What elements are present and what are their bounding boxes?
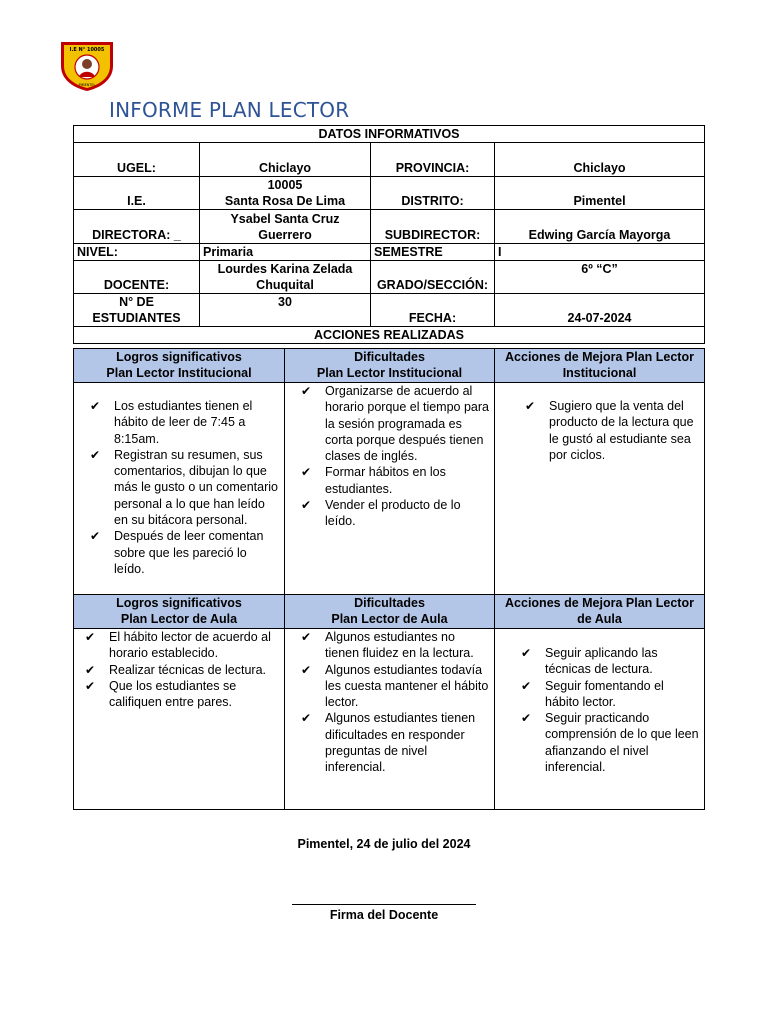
list-item	[90, 447, 280, 528]
directora-label: DIRECTORA: _	[74, 210, 200, 244]
check-icon: ✔	[90, 529, 101, 544]
list-item	[525, 398, 700, 463]
grado-value: 6º “C”	[495, 261, 705, 294]
check-icon: ✔	[301, 465, 312, 480]
list-item-text: Formar hábitos en los estudiantes.	[325, 465, 446, 496]
list-item	[301, 383, 490, 464]
docente-value-line1: Lourdes Karina Zelada	[217, 262, 353, 276]
inst-header-acciones	[495, 349, 705, 383]
check-icon: ✔	[301, 630, 312, 644]
inst-header-acciones-line2: Institucional	[562, 366, 637, 380]
inst-logros-list	[90, 398, 280, 577]
aula-logros-cell	[74, 629, 285, 810]
aula-header-dificultades-line1: Dificultades	[354, 596, 425, 610]
list-item-text: Sugiero que la venta del producto de la lectura que le gustó al estudiante sea por ciclos.	[549, 399, 694, 462]
docente-label: DOCENTE:	[74, 261, 200, 294]
aula-header-logros-line2: Plan Lector de Aula	[120, 612, 238, 626]
ie-value	[200, 177, 371, 210]
list-item-text: El hábito lector de acuerdo al horario establecido.	[109, 630, 271, 661]
provincia-value: Chiclayo	[495, 143, 705, 177]
ugel-label: UGEL:	[74, 143, 200, 177]
aula-header-logros	[74, 595, 285, 629]
school-seal-logo	[58, 40, 116, 92]
inst-header-logros-line1: Logros significativos	[116, 350, 242, 364]
check-icon: ✔	[521, 646, 532, 660]
list-item	[521, 678, 700, 711]
aula-header-acciones-line1: Acciones de Mejora Plan Lector	[505, 596, 694, 610]
list-item-text: Vender el producto de lo leído.	[325, 498, 461, 529]
aula-acciones-list	[521, 645, 700, 775]
aula-logros-list	[85, 629, 280, 710]
check-icon: ✔	[85, 662, 96, 677]
check-icon: ✔	[90, 399, 101, 413]
aula-header-acciones-line2: de Aula	[577, 612, 622, 626]
semestre-value: I	[495, 244, 705, 261]
signature-label: Firma del Docente	[329, 908, 439, 922]
list-item	[85, 662, 280, 678]
docente-value	[200, 261, 371, 294]
inst-header-dificultades	[285, 349, 495, 383]
inst-header-acciones-line1: Acciones de Mejora Plan Lector	[505, 350, 694, 364]
semestre-label: SEMESTRE	[371, 244, 495, 261]
list-item	[301, 629, 490, 662]
nivel-label: NIVEL:	[74, 244, 200, 261]
list-item-text: Registran su resumen, sus comentarios, dibujan lo que más le gusto o un comentario personal a lo que han leído en su bitácora personal.	[114, 447, 278, 528]
directora-value-line2: Guerrero	[258, 228, 312, 242]
aula-header-dificultades-line2: Plan Lector de Aula	[331, 612, 448, 626]
check-icon: ✔	[301, 711, 312, 726]
subdirector-label: SUBDIRECTOR:	[371, 210, 495, 244]
list-item	[85, 678, 280, 711]
estudiantes-label-line2: ESTUDIANTES	[92, 311, 181, 325]
list-item-text: Algunos estudiantes tienen dificultades en responder preguntas de nivel inferencial.	[325, 711, 476, 775]
estudiantes-label-line1: N° DE	[119, 295, 154, 309]
datos-header: DATOS INFORMATIVOS	[74, 126, 705, 143]
page-title: INFORME PLAN LECTOR	[109, 98, 350, 122]
check-icon: ✔	[525, 399, 536, 413]
list-item-text: Realizar técnicas de lectura.	[109, 662, 267, 677]
ugel-value: Chiclayo	[200, 143, 371, 177]
list-item-text: Después de leer comentan sobre que les pareció lo leído.	[114, 529, 264, 576]
inst-header-logros-line2: Plan Lector Institucional	[106, 366, 252, 380]
svg-text:PIMENTEL: PIMENTEL	[78, 83, 96, 87]
list-item	[301, 497, 490, 530]
aula-header-acciones	[495, 595, 705, 629]
subdirector-value: Edwing García Mayorga	[495, 210, 705, 244]
list-item-text: Seguir practicando comprensión de lo que leen afianzando el nivel inferencial.	[545, 711, 699, 775]
grado-label: GRADO/SECCIÓN:	[371, 261, 495, 294]
inst-header-dificultades-line2: Plan Lector Institucional	[316, 366, 463, 380]
fecha-value: 24-07-2024	[495, 294, 705, 327]
ie-value-line1: 10005	[267, 178, 303, 192]
list-item	[301, 710, 490, 775]
check-icon: ✔	[90, 447, 101, 462]
list-item	[90, 398, 280, 447]
list-item	[521, 645, 700, 678]
aula-dificultades-list	[301, 629, 490, 776]
list-item	[301, 662, 490, 711]
datos-informativos-table	[73, 125, 705, 344]
list-item-text: Que los estudiantes se califiquen entre pares.	[109, 678, 237, 710]
list-item-text: Seguir fomentando el hábito lector.	[545, 678, 664, 709]
ie-label: I.E.	[74, 177, 200, 210]
distrito-value: Pimentel	[495, 177, 705, 210]
signature-line	[292, 904, 476, 905]
list-item	[521, 710, 700, 775]
aula-header-logros-line1: Logros significativos	[116, 596, 242, 610]
provincia-label: PROVINCIA:	[371, 143, 495, 177]
aula-dificultades-cell	[285, 629, 495, 810]
acciones-header: ACCIONES REALIZADAS	[74, 327, 705, 344]
aula-acciones-cell	[495, 629, 705, 810]
check-icon: ✔	[301, 662, 312, 677]
list-item	[90, 528, 280, 577]
nivel-value: Primaria	[200, 244, 371, 261]
svg-text:I.E N° 10005: I.E N° 10005	[69, 47, 105, 53]
aula-header-dificultades	[285, 595, 495, 629]
inst-acciones-cell	[495, 383, 705, 595]
ie-value-line2: Santa Rosa De Lima	[224, 194, 346, 208]
check-icon: ✔	[301, 498, 312, 513]
directora-value-line1: Ysabel Santa Cruz	[230, 212, 340, 226]
inst-logros-cell	[74, 383, 285, 595]
estudiantes-value: 30	[200, 294, 371, 327]
list-item-text: Organizarse de acuerdo al horario porque el tiempo para la sesión programada es corta porque después tienen clases de inglés.	[325, 384, 489, 464]
inst-header-logros	[74, 349, 285, 383]
list-item	[301, 464, 490, 497]
docente-value-line2: Chuquital	[256, 278, 314, 292]
inst-header-dificultades-line1: Dificultades	[354, 350, 425, 364]
list-item	[85, 629, 280, 662]
inst-acciones-list	[525, 398, 700, 463]
check-icon: ✔	[85, 678, 96, 693]
inst-dificultades-cell	[285, 383, 495, 595]
inst-dificultades-list	[301, 383, 490, 530]
check-icon: ✔	[521, 678, 532, 693]
acciones-table	[73, 348, 705, 810]
place-date: Pimentel, 24 de julio del 2024	[297, 837, 471, 851]
fecha-label: FECHA:	[371, 294, 495, 327]
check-icon: ✔	[521, 711, 532, 726]
list-item-text: Algunos estudiantes todavía les cuesta mantener el hábito lector.	[325, 662, 489, 710]
check-icon: ✔	[85, 630, 96, 644]
list-item-text: Los estudiantes tienen el hábito de leer de 7:45 a 8:15am.	[114, 399, 253, 446]
list-item-text: Algunos estudiantes no tienen fluidez en la lectura.	[325, 630, 474, 661]
list-item-text: Seguir aplicando las técnicas de lectura.	[545, 646, 658, 677]
estudiantes-label	[74, 294, 200, 327]
directora-value	[200, 210, 371, 244]
check-icon: ✔	[301, 384, 312, 398]
distrito-label: DISTRITO:	[371, 177, 495, 210]
